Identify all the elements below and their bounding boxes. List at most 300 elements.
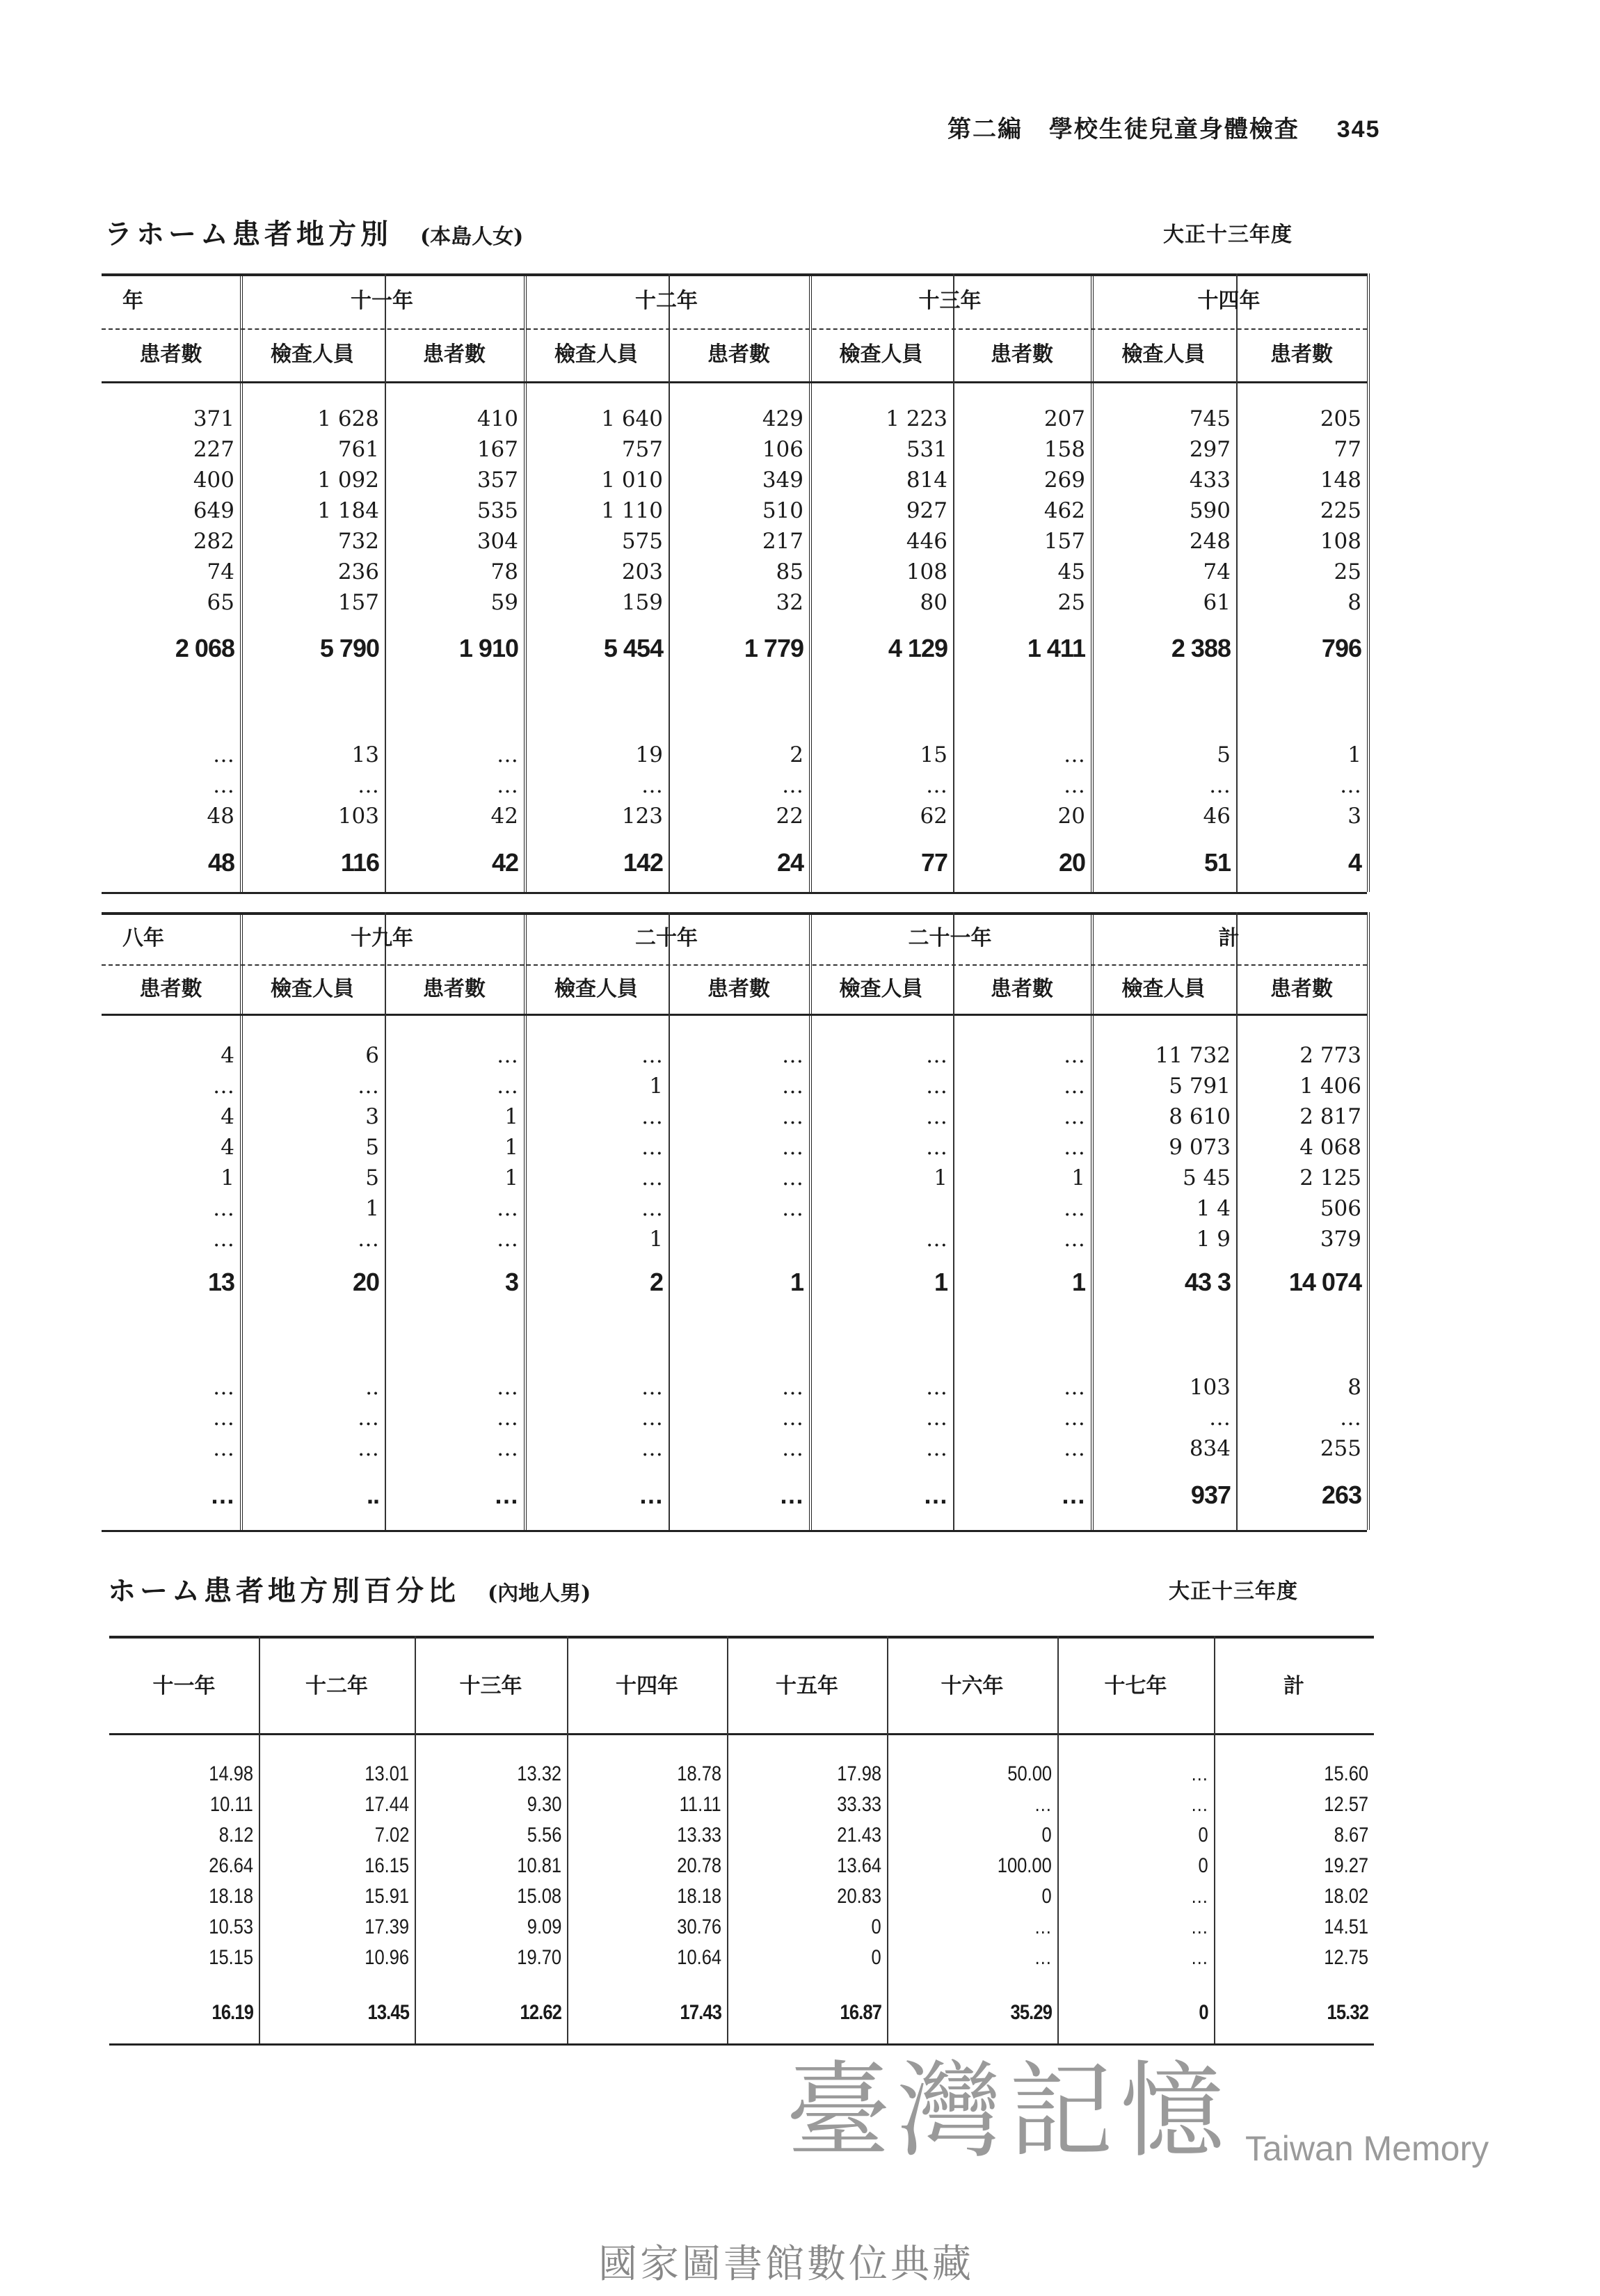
table-cell: 3	[365, 1104, 379, 1129]
total-cell: …	[494, 1481, 518, 1509]
table-cell: …	[1064, 1135, 1085, 1160]
total-cell: 5 454	[603, 634, 663, 662]
table-cell: 761	[337, 437, 379, 462]
table-cell: 1	[365, 1196, 379, 1221]
rule-top	[109, 1636, 1374, 1639]
table-cell: 282	[193, 529, 234, 554]
table-cell: …	[497, 1196, 518, 1221]
table-cell: 1 628	[317, 406, 379, 431]
total-cell: 5 790	[319, 634, 379, 662]
column-header: 十四年	[616, 1674, 678, 1698]
table-cell: …	[1190, 1762, 1208, 1785]
table-cell: 5	[1217, 742, 1231, 767]
table-cell: 9 073	[1169, 1135, 1231, 1160]
column-divider	[809, 912, 812, 1530]
table-cell: …	[926, 773, 947, 798]
table-cell: …	[1190, 1946, 1208, 1969]
table-cell: …	[1064, 742, 1085, 767]
table-cell: …	[213, 1074, 234, 1099]
table-cell: 12.57	[1324, 1793, 1368, 1816]
table-cell: …	[1064, 1104, 1085, 1129]
table-cell: 814	[906, 468, 947, 493]
table-cell: 0	[1198, 1854, 1208, 1877]
table3-title	[108, 1569, 591, 1609]
rule-top	[102, 912, 1367, 915]
lead-header-top: 年	[122, 288, 143, 313]
section-label: 第二編	[947, 115, 1023, 143]
table-cell: 8.12	[218, 1824, 253, 1847]
column-divider	[1367, 912, 1370, 1530]
footer-credit: 國家圖書館數位典藏	[598, 2242, 974, 2287]
table-cell: 6	[365, 1043, 379, 1068]
column-divider	[385, 912, 386, 1530]
lead-header-top: 八年	[122, 925, 164, 950]
table-cell: 5 791	[1169, 1074, 1231, 1099]
table-cell: …	[641, 773, 663, 798]
table-cell: 9.30	[527, 1793, 561, 1816]
patients-header: 患者數	[423, 342, 486, 367]
table-cell: 5 45	[1182, 1165, 1231, 1190]
total-cell: 1	[1071, 1268, 1085, 1296]
rule-bottom	[102, 892, 1367, 894]
table-cell: …	[358, 1227, 379, 1252]
lead-header-bottom: 患者數	[139, 342, 202, 367]
table-cell: …	[926, 1405, 947, 1430]
table-cell: 410	[477, 406, 518, 431]
table-cell: …	[1064, 1196, 1085, 1221]
table-cell: 1 092	[317, 468, 379, 493]
table-cell: 5	[365, 1165, 379, 1190]
table1-era: 大正十三年度	[1163, 223, 1293, 247]
table-cell: …	[497, 1375, 518, 1400]
examined-header: 檢查人員	[271, 976, 354, 1001]
column-divider	[240, 912, 243, 1530]
total-cell: 48	[207, 848, 234, 877]
table-cell: 217	[762, 529, 803, 554]
table-cell: 1	[221, 1165, 234, 1190]
rule-header-bottom	[102, 1014, 1367, 1016]
table-cell: 18.78	[677, 1762, 721, 1785]
rule-header-bottom	[109, 1733, 1374, 1735]
table-cell: …	[926, 1227, 947, 1252]
table-cell: 429	[762, 406, 803, 431]
table-cell: 255	[1320, 1436, 1361, 1461]
patients-header: 患者數	[1270, 976, 1333, 1001]
total-cell: 2	[649, 1268, 663, 1296]
total-cell: 13	[207, 1268, 234, 1296]
total-cell: 42	[491, 848, 518, 877]
examined-header: 檢查人員	[839, 976, 923, 1001]
table-cell: 78	[490, 559, 518, 584]
total-cell: 16.87	[840, 2001, 881, 2024]
table-cell: 207	[1043, 406, 1085, 431]
table-cell: 2 817	[1299, 1104, 1361, 1129]
table-cell: …	[358, 1074, 379, 1099]
table-cell: 297	[1189, 437, 1231, 462]
table-cell: …	[1064, 1074, 1085, 1099]
total-cell: 937	[1190, 1481, 1231, 1509]
table-cell: 32	[776, 590, 803, 615]
table-cell: 9.09	[527, 1915, 561, 1938]
table-cell: …	[213, 1405, 234, 1430]
table-cell: 16.15	[365, 1854, 409, 1877]
table3-era: 大正十三年度	[1169, 1579, 1298, 1604]
table-cell: 45	[1057, 559, 1085, 584]
table-cell: 30.76	[677, 1915, 721, 1938]
table-cell: 4	[221, 1135, 234, 1160]
table-cell: …	[782, 1104, 803, 1129]
table-cell: …	[358, 1436, 379, 1461]
table-cell: …	[213, 773, 234, 798]
total-cell: 116	[340, 848, 379, 877]
table-cell: 0	[871, 1915, 881, 1938]
table-cell: 18.02	[1324, 1885, 1368, 1908]
table-cell: 108	[906, 559, 947, 584]
table-cell: …	[1064, 1405, 1085, 1430]
table-cell: 1	[1071, 1165, 1085, 1190]
table-cell: 103	[1189, 1375, 1231, 1400]
patients-header: 患者數	[707, 976, 770, 1001]
total-cell: 51	[1203, 848, 1231, 877]
table-cell: 3	[1347, 804, 1361, 829]
table-cell: 158	[1043, 437, 1085, 462]
table-cell: …	[1064, 773, 1085, 798]
table-cell: …	[782, 1436, 803, 1461]
table-cell: 20.78	[677, 1854, 721, 1877]
column-header: 十五年	[776, 1674, 838, 1698]
table-cell: …	[497, 1227, 518, 1252]
watermark-logo: 臺灣記憶	[786, 2051, 1232, 2172]
table-cell: 33.33	[837, 1793, 881, 1816]
group-header: 十四年	[1197, 288, 1261, 313]
total-cell: 20	[1058, 848, 1085, 877]
examined-header: 檢查人員	[554, 976, 638, 1001]
table-cell: 100.00	[997, 1854, 1052, 1877]
total-cell: 2 068	[175, 634, 234, 662]
table-cell: …	[641, 1104, 663, 1129]
table-cell: …	[926, 1043, 947, 1068]
table-cell: 203	[621, 559, 663, 584]
table-cell: 732	[337, 529, 379, 554]
rule-header-bottom	[102, 381, 1367, 383]
table-cell: 1 010	[601, 468, 663, 493]
column-header: 十一年	[152, 1674, 216, 1698]
table-cell: …	[497, 1436, 518, 1461]
total-cell: …	[779, 1481, 803, 1509]
table-cell: …	[782, 1375, 803, 1400]
table-cell: 21.43	[837, 1824, 881, 1847]
table-cell: 157	[1043, 529, 1085, 554]
table-cell: …	[641, 1375, 663, 1400]
table-cell: 26.64	[209, 1854, 253, 1877]
table-cell: …	[1190, 1793, 1208, 1816]
table-cell: …	[1190, 1885, 1208, 1908]
table-cell: 7.02	[374, 1824, 409, 1847]
table-cell: 103	[337, 804, 379, 829]
total-cell: 14 074	[1288, 1268, 1361, 1296]
column-divider	[524, 912, 527, 1530]
table-cell: 8	[1347, 1375, 1361, 1400]
table-cell: 48	[207, 804, 234, 829]
table-cell: …	[1064, 1375, 1085, 1400]
group-header: 十一年	[351, 288, 413, 313]
table-cell: 22	[776, 804, 803, 829]
column-divider	[1236, 912, 1238, 1530]
table-cell: …	[1034, 1793, 1052, 1816]
table-cell: ..	[365, 1375, 379, 1400]
table-cell: 10.53	[209, 1915, 253, 1938]
table-cell: …	[1209, 1405, 1231, 1430]
table-cell: 2	[790, 742, 803, 767]
table-cell: 248	[1189, 529, 1231, 554]
table-cell: 349	[762, 468, 803, 493]
table-cell: …	[782, 1074, 803, 1099]
table-cell: 50.00	[1007, 1762, 1052, 1785]
table-cell: 15.60	[1324, 1762, 1368, 1785]
table-cell: …	[782, 1165, 803, 1190]
table-cell: 10.11	[210, 1793, 253, 1816]
rule-bottom	[102, 1530, 1367, 1532]
total-cell: 77	[920, 848, 947, 877]
table-cell: 1	[649, 1074, 663, 1099]
table-cell: …	[1190, 1915, 1208, 1938]
table-cell: 1 640	[601, 406, 663, 431]
rule-header-mid	[102, 964, 1367, 966]
examined-header: 檢查人員	[1121, 976, 1206, 1001]
table-cell: 649	[193, 498, 234, 523]
patients-header: 患者數	[991, 976, 1053, 1001]
patients-header: 患者數	[707, 342, 770, 367]
table-cell: 14.51	[1324, 1915, 1368, 1938]
column-header: 十二年	[305, 1674, 368, 1698]
table1-title	[104, 212, 523, 252]
examined-header: 檢查人員	[554, 342, 638, 367]
table-cell: …	[641, 1165, 663, 1190]
total-cell: 142	[623, 848, 663, 877]
table-cell: …	[641, 1405, 663, 1430]
table-cell: 1	[934, 1165, 947, 1190]
table-cell: …	[1034, 1915, 1052, 1938]
table-cell: 371	[193, 406, 234, 431]
group-header: 二十年	[635, 925, 698, 950]
table-cell: 25	[1057, 590, 1085, 615]
lead-header-bottom: 患者數	[139, 976, 202, 1001]
table-cell: 19	[635, 742, 663, 767]
table-cell: 11.11	[679, 1793, 721, 1816]
table-cell: …	[497, 1074, 518, 1099]
table-cell: 4 068	[1299, 1135, 1361, 1160]
table-cell: 269	[1043, 468, 1085, 493]
table-cell: 8.67	[1334, 1824, 1368, 1847]
table-cell: …	[213, 742, 234, 767]
table-cell: 927	[906, 498, 947, 523]
table-cell: 13.33	[677, 1824, 721, 1847]
total-cell: 4	[1347, 848, 1361, 877]
total-cell: 1	[790, 1268, 803, 1296]
examined-header: 檢查人員	[839, 342, 923, 367]
watermark-text: Taiwan Memory	[1245, 2129, 1489, 2168]
table-cell: 745	[1189, 406, 1231, 431]
table-cell: 17.39	[365, 1915, 409, 1938]
table-cell: 757	[621, 437, 663, 462]
table-cell: 13.01	[365, 1762, 409, 1785]
table-cell: 227	[193, 437, 234, 462]
column-divider	[1367, 273, 1370, 892]
column-header: 十七年	[1104, 1674, 1167, 1698]
table-cell: 59	[490, 590, 518, 615]
total-cell: 13.45	[367, 2001, 409, 2024]
table-cell: 446	[906, 529, 947, 554]
table-cell: …	[641, 1043, 663, 1068]
table-cell: …	[641, 1436, 663, 1461]
table-cell: 10.81	[517, 1854, 561, 1877]
patients-header: 患者數	[423, 976, 486, 1001]
table-cell: 575	[621, 529, 663, 554]
table-cell: 167	[477, 437, 518, 462]
total-cell: 0	[1199, 2001, 1208, 2024]
patients-header: 患者數	[1270, 342, 1333, 367]
table-cell: 357	[477, 468, 518, 493]
table-cell: 5	[365, 1135, 379, 1160]
table-cell: …	[213, 1436, 234, 1461]
table-cell: …	[1064, 1043, 1085, 1068]
table-cell: 1	[649, 1227, 663, 1252]
table-cell: 400	[193, 468, 234, 493]
table-cell: 18.18	[677, 1885, 721, 1908]
table3-title-text: ホーム患者地方別百分比	[108, 1574, 460, 1607]
total-cell: ..	[366, 1481, 379, 1509]
table-cell: 2 125	[1299, 1165, 1361, 1190]
group-header: 計	[1218, 925, 1240, 950]
table-cell: 159	[621, 590, 663, 615]
table-cell: 108	[1320, 529, 1361, 554]
table-cell: 77	[1334, 437, 1361, 462]
total-cell: 2 388	[1171, 634, 1231, 662]
table-cell: …	[213, 1375, 234, 1400]
table-cell: 531	[906, 437, 947, 462]
table-cell: 13.32	[517, 1762, 561, 1785]
table-cell: 65	[207, 590, 234, 615]
table-cell: 8	[1347, 590, 1361, 615]
group-header: 二十一年	[908, 925, 992, 950]
page-number: 345	[1336, 116, 1381, 143]
examined-header: 檢查人員	[1121, 342, 1206, 367]
total-cell: 43 3	[1184, 1268, 1231, 1296]
table-cell: …	[1209, 773, 1231, 798]
table1-title-text: ラホーム患者地方別	[104, 218, 392, 250]
total-cell: …	[1061, 1481, 1085, 1509]
table-cell: 74	[1203, 559, 1231, 584]
table-cell: 1 184	[317, 498, 379, 523]
total-cell: 796	[1321, 634, 1361, 662]
total-cell: 20	[352, 1268, 379, 1296]
table-cell: …	[782, 1135, 803, 1160]
table-cell: 15.15	[209, 1946, 253, 1969]
total-cell: 16.19	[211, 2001, 253, 2024]
group-header: 十九年	[351, 925, 413, 950]
table-cell: 46	[1203, 804, 1231, 829]
table-cell: 14.98	[209, 1762, 253, 1785]
table-cell: …	[1064, 1227, 1085, 1252]
table-cell: 1 223	[886, 406, 947, 431]
table-cell: …	[1034, 1946, 1052, 1969]
total-cell: 35.29	[1010, 2001, 1052, 2024]
table-cell: 106	[762, 437, 803, 462]
patients-header: 患者數	[991, 342, 1053, 367]
table-cell: 0	[1041, 1885, 1052, 1908]
table-cell: 5.56	[527, 1824, 561, 1847]
column-header: 計	[1283, 1674, 1304, 1698]
examined-header: 檢查人員	[271, 342, 354, 367]
chapter-label: 學校生徒兒童身體檢査	[1048, 115, 1299, 143]
table-cell: 15	[920, 742, 947, 767]
table-cell: 20	[1057, 804, 1085, 829]
table-cell: …	[497, 742, 518, 767]
rule-bottom	[109, 2043, 1374, 2046]
total-cell: 3	[504, 1268, 518, 1296]
table-cell: …	[1340, 1405, 1361, 1430]
page-header	[947, 110, 1380, 144]
column-header: 十三年	[459, 1674, 522, 1698]
total-cell: 17.43	[680, 2001, 721, 2024]
total-cell: 4 129	[888, 634, 947, 662]
table-cell: 8 610	[1169, 1104, 1231, 1129]
table-cell: …	[1064, 1436, 1085, 1461]
table-cell: 74	[207, 559, 234, 584]
table-cell: 85	[776, 559, 803, 584]
total-cell: …	[923, 1481, 947, 1509]
total-cell: 1 910	[458, 634, 518, 662]
table-cell: 535	[477, 498, 518, 523]
table-cell: …	[782, 1405, 803, 1430]
table-cell: …	[782, 1196, 803, 1221]
total-cell: 1 779	[744, 634, 803, 662]
table-cell: 10.96	[365, 1946, 409, 1969]
total-cell: …	[639, 1481, 663, 1509]
table-cell: 20.83	[837, 1885, 881, 1908]
table-cell: 148	[1320, 468, 1361, 493]
total-cell: 15.32	[1327, 2001, 1368, 2024]
table-cell: 379	[1320, 1227, 1361, 1252]
table-cell: 0	[1198, 1824, 1208, 1847]
table-cell: 1 110	[601, 498, 663, 523]
table-cell: …	[1340, 773, 1361, 798]
total-cell: …	[210, 1481, 234, 1509]
column-divider	[1091, 912, 1094, 1530]
table-cell: …	[497, 773, 518, 798]
total-cell: 263	[1321, 1481, 1361, 1509]
table-cell: 17.44	[365, 1793, 409, 1816]
table-cell: 510	[762, 498, 803, 523]
table-cell: 19.70	[517, 1946, 561, 1969]
table-cell: …	[497, 1405, 518, 1430]
table-cell: …	[358, 773, 379, 798]
table-cell: …	[641, 1196, 663, 1221]
table-cell: 1	[504, 1165, 518, 1190]
table-cell: 42	[490, 804, 518, 829]
table-cell: 62	[920, 804, 947, 829]
table-cell: 1 4	[1196, 1196, 1231, 1221]
total-cell: 1 411	[1027, 634, 1085, 662]
table-cell: 1	[1347, 742, 1361, 767]
column-divider	[669, 912, 670, 1530]
group-header: 十三年	[918, 288, 982, 313]
table-cell: 17.98	[837, 1762, 881, 1785]
column-header: 十六年	[941, 1674, 1004, 1698]
table-cell: 462	[1043, 498, 1085, 523]
table-cell: 834	[1189, 1436, 1231, 1461]
table-cell: 19.27	[1324, 1854, 1368, 1877]
